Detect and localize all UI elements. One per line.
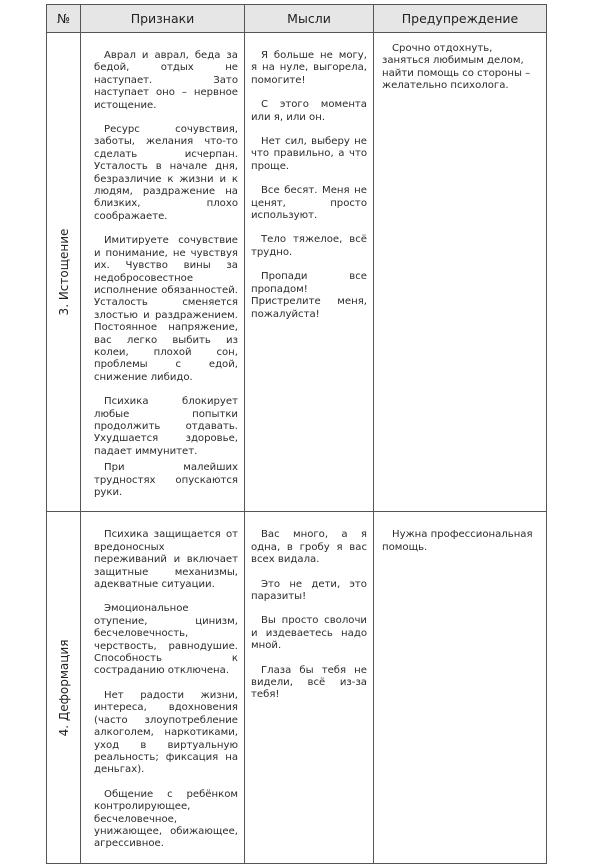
- signs-paragraph: Ресурс сочувствия, заботы, желания что-то сделать исчерпан. Усталость в начале дня, безразличие к жизни и к людям, раздражение на близких, плохо соображаете.: [94, 124, 238, 222]
- thought-paragraph: Вы просто сволочи и издеваетесь надо мной.: [251, 615, 367, 652]
- signs-paragraph: Психика защищается от вредоносных переживаний и включает защитные механизмы, адекватные ситуации.: [94, 529, 238, 591]
- header-thoughts: Мысли: [245, 5, 374, 33]
- signs-paragraph: Общение с ребёнком контролирующее, бесчеловечное, унижающее, обижающее, агрессивное.: [94, 788, 238, 850]
- header-number: №: [47, 5, 81, 33]
- warning-cell: [374, 33, 547, 512]
- table-header-row: [47, 5, 547, 33]
- table-row: [47, 512, 547, 863]
- thought-paragraph: Глаза бы тебя не видели, всё из-за тебя!: [251, 664, 367, 701]
- stage-cell: [47, 33, 81, 512]
- signs-paragraph: Эмоциональное отупение, цинизм, бесчеловечность, черствость, равнодушие. Способность к состраданию отключена.: [94, 603, 238, 677]
- warning-text: Нужна профессиональная помощь.: [382, 529, 533, 553]
- signs-paragraph: Психика блокирует любые попытки продолжить отдавать. Ухудшается здоровье, падает иммунитет.: [94, 396, 238, 457]
- signs-paragraph: Аврал и аврал, беда за бедой, отдых не наступает. Зато наступает оно – нервное истощение.: [94, 50, 238, 111]
- thought-paragraph: Это не дети, это паразиты!: [251, 578, 367, 603]
- signs-paragraph: При малейших трудностях опускаются руки.: [94, 462, 238, 498]
- thought-paragraph: Все бесят. Меня не ценят, просто используют.: [251, 185, 367, 222]
- thought-paragraph: Вас много, а я одна, в гробу я вас всех видала.: [251, 529, 367, 566]
- thoughts-cell: [245, 512, 374, 863]
- signs-cell: [81, 33, 245, 512]
- thoughts-cell: [245, 33, 374, 512]
- thought-paragraph: Пропади все пропадом! Пристрелите меня, пожалуйста!: [251, 271, 367, 320]
- burnout-stages-table: [46, 4, 547, 864]
- thought-paragraph: Тело тяжелое, всё трудно.: [251, 234, 367, 258]
- stage-label: 4. Деформация: [56, 639, 71, 736]
- warning-text: Срочно отдохнуть, заняться любимым делом, найти помощь со стороны – желательно психолога.: [382, 43, 531, 92]
- header-warning: Предупреждение: [374, 5, 547, 33]
- warning-cell: [374, 512, 547, 863]
- signs-paragraph: Нет радости жизни, интереса, вдохновения (часто злоупотребление алкоголем, наркотиками, уход в виртуальную реальность; фиксация на деньгах).: [94, 689, 238, 776]
- header-signs: Признаки: [81, 5, 245, 33]
- thought-paragraph: С этого момента или я, или он.: [251, 99, 367, 123]
- stage-label: 3. Истощение: [56, 228, 71, 316]
- stage-cell: [47, 512, 81, 863]
- signs-paragraph: Имитируете сочувствие и понимание, не чувствуя их. Чувство вины за недобросовестное исполнение обязанностей. Усталость сменяется злостью и раздражением. Постоянное напряжение, вас легко выбить из колеи, плохой сон, проблемы с едой, снижение либидо.: [94, 235, 238, 383]
- thought-paragraph: Я больше не могу, я на нуле, выгорела, помогите!: [251, 50, 367, 86]
- thought-paragraph: Нет сил, выберу не что правильно, а что проще.: [251, 136, 367, 172]
- table-row: [47, 33, 547, 512]
- signs-cell: [81, 512, 245, 863]
